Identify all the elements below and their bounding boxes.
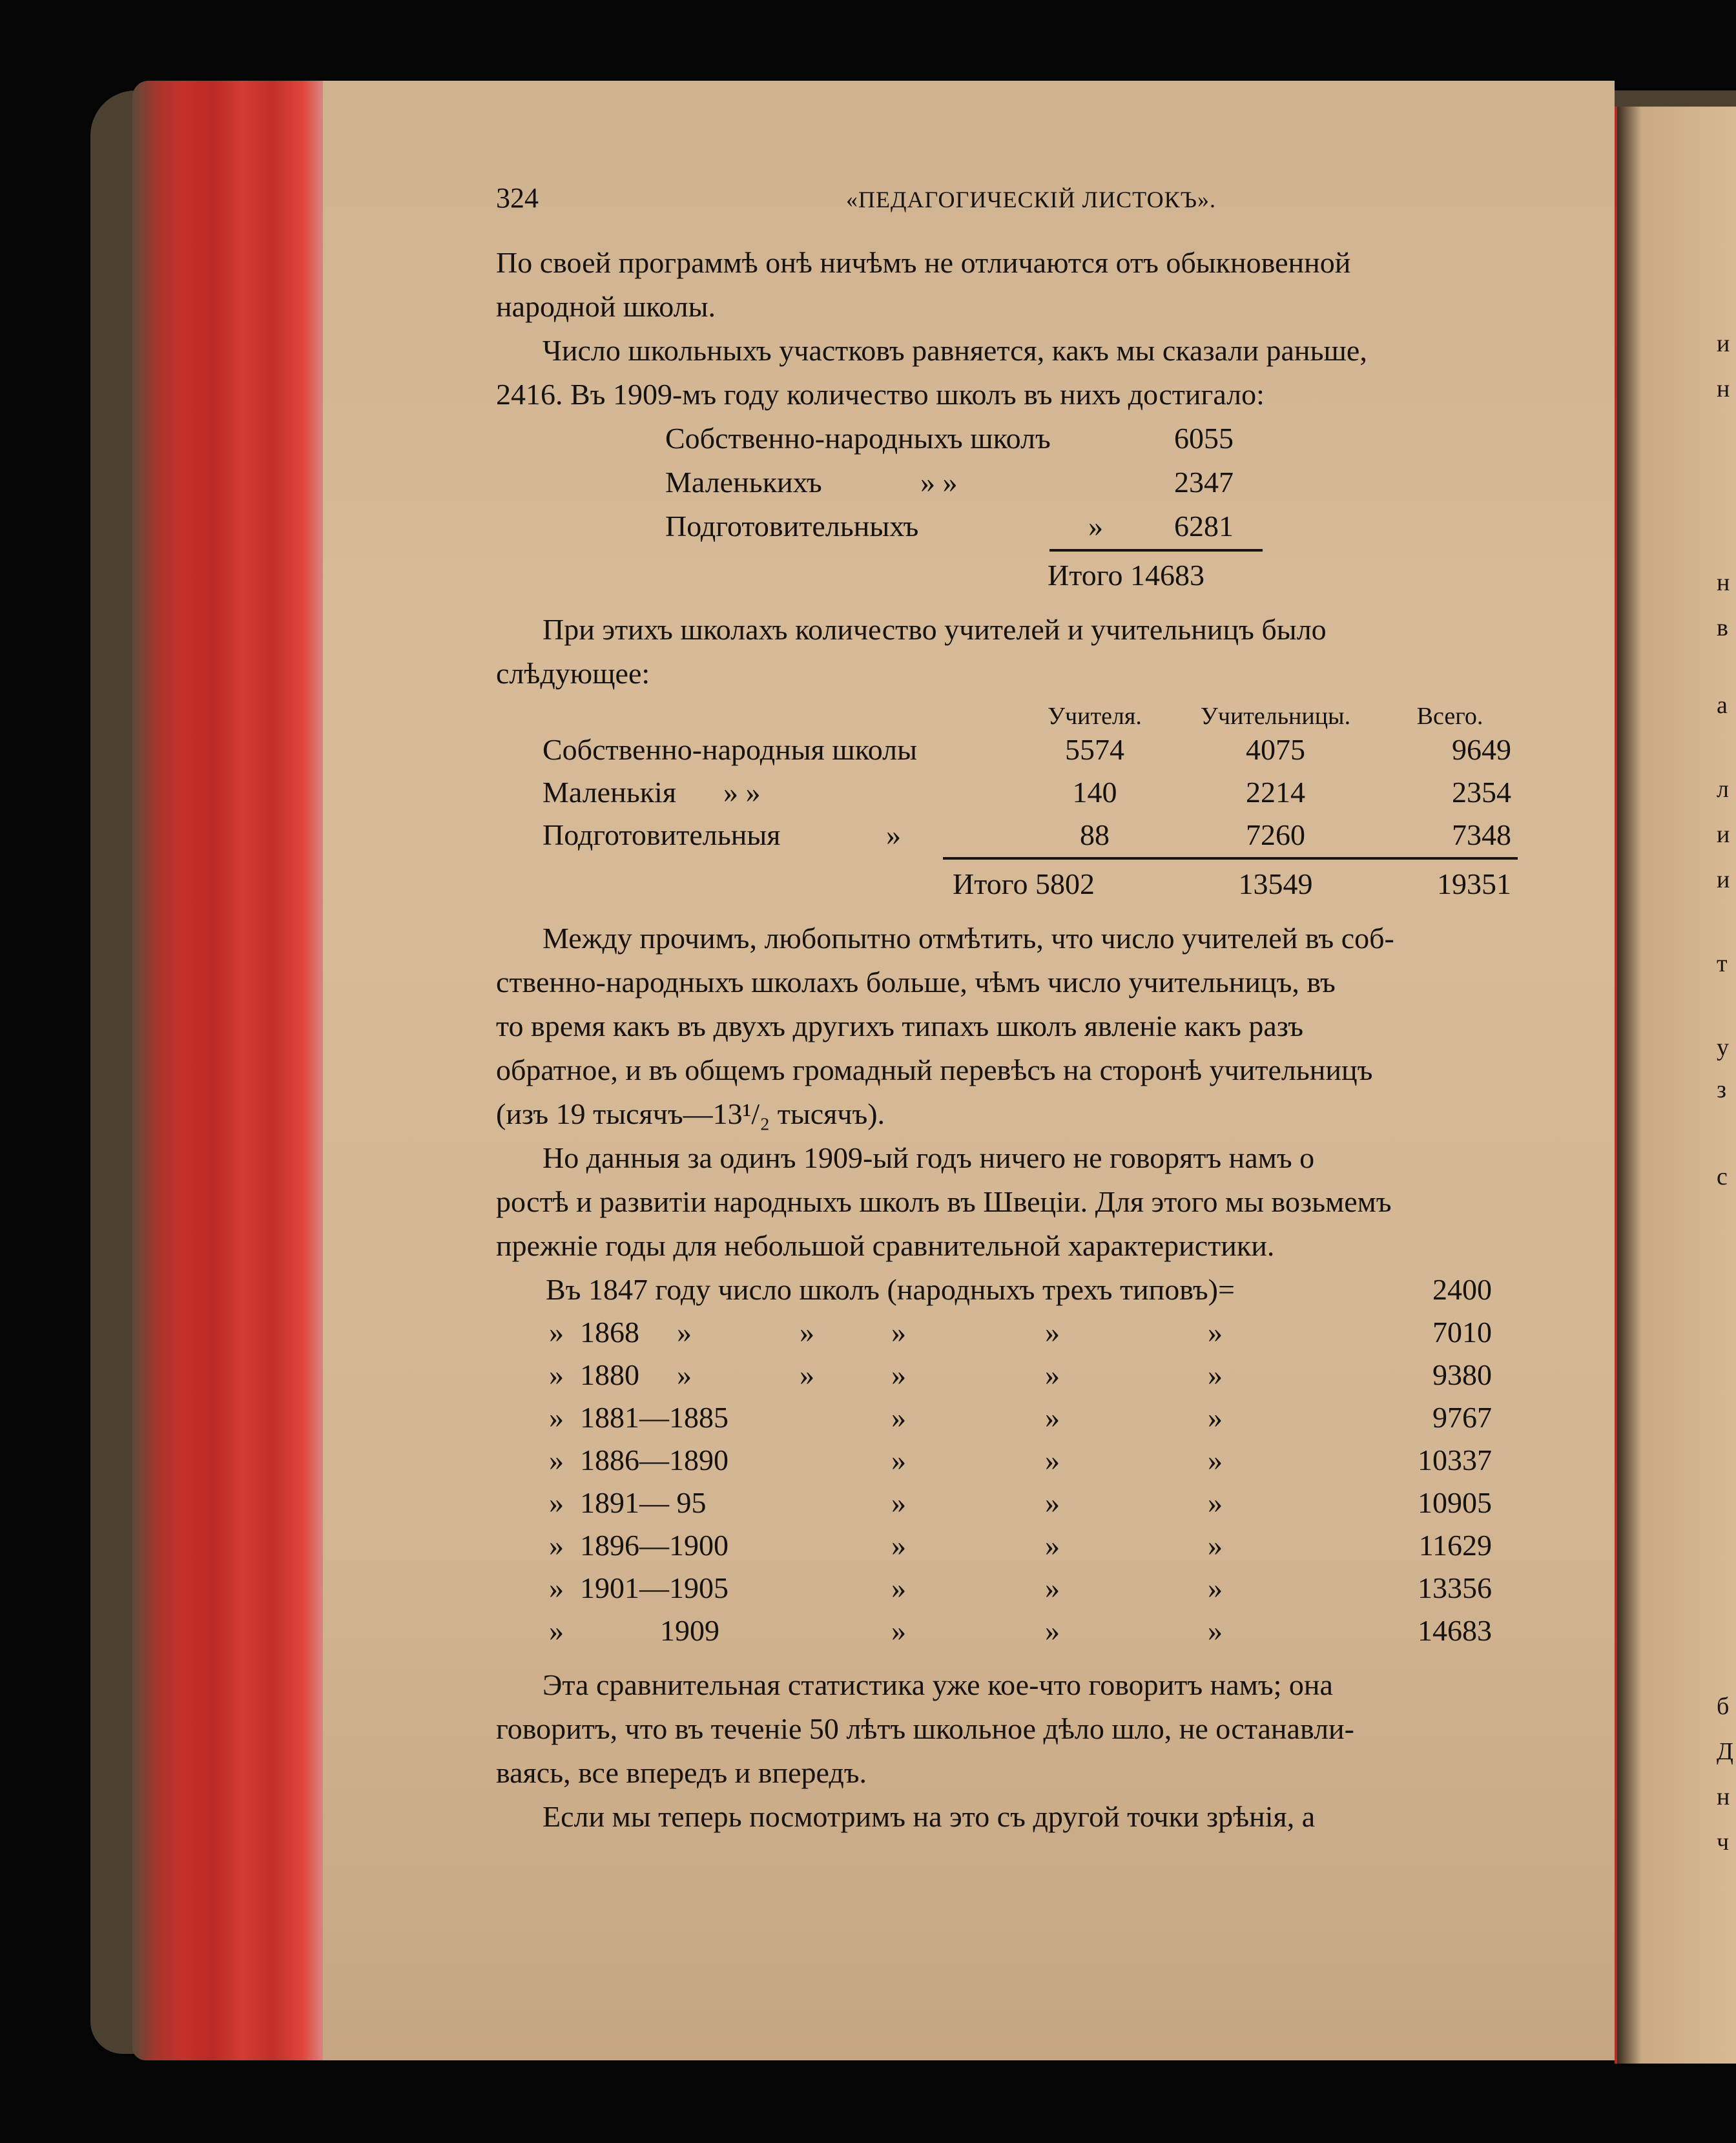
table-row-label: Собственно-народныя школы [542,733,918,766]
text-line: ственно-народныхъ школахъ больше, чѣмъ число учительницъ, въ [496,966,1336,999]
text-line: ростѣ и развитіи народныхъ школъ въ Швеціи. Для этого мы возьмемъ [496,1185,1392,1218]
ditto-mark: » [1208,1401,1223,1434]
text-line: слѣдующее: [496,657,650,690]
table-total: 19351 [1437,867,1511,900]
fragment: и [1717,866,1730,893]
table-row-value: 10337 [1418,1444,1492,1476]
ditto-mark: » [549,1486,564,1519]
ditto-mark: » [891,1486,906,1519]
text-line: По своей программѣ онѣ ничѣмъ не отличаются отъ обыкновенной [496,246,1351,279]
table-row-label: Маленькія [542,776,676,809]
fragment: и [1717,821,1730,848]
sum-rule [1049,549,1263,552]
ditto-mark: » [891,1316,906,1349]
fragment: н [1717,375,1730,402]
ditto-mark: » [1045,1358,1060,1391]
table-row-year: 1868 [580,1316,639,1349]
table-cell: 5574 [1065,733,1124,766]
table-cell: 2214 [1246,776,1305,809]
table-row-label: Собственно-народныхъ школъ [665,422,1051,455]
fragment: Д [1717,1738,1733,1765]
ditto-mark: » [549,1614,564,1647]
ditto-mark: » » [920,466,958,499]
ditto-mark: » [1208,1614,1223,1647]
table-row-year: 1886—1890 [580,1444,728,1476]
ditto-mark: » [891,1401,906,1434]
table-row-year: 1909 [660,1614,719,1647]
text-line: Между прочимъ, любопытно отмѣтить, что число учителей въ соб- [542,922,1394,955]
text-line: При этихъ школахъ количество учителей и учительницъ было [542,613,1327,646]
text-line: то время какъ въ двухъ другихъ типахъ школъ явленіе какъ разъ [496,1009,1303,1042]
fragment: н [1717,1783,1730,1810]
table-row-value: 6281 [1174,510,1234,543]
ditto-mark: » [1045,1486,1060,1519]
table-row-label: Маленькихъ [665,466,822,499]
ditto-mark: » [891,1529,906,1562]
ditto-mark: » [549,1529,564,1562]
column-header: Всего. [1416,703,1483,730]
table-cell: 7348 [1452,818,1511,851]
fragment: л [1717,776,1729,803]
table-row-year: 1896—1900 [580,1529,728,1562]
table-row-year: 1891— 95 [580,1486,707,1519]
ditto-mark: » [1045,1444,1060,1476]
ditto-mark: » [800,1358,814,1391]
table-cell: 2354 [1452,776,1511,809]
column-header: Учительницы. [1200,703,1351,730]
text-line: народной школы. [496,290,716,323]
ditto-mark: » [1208,1358,1223,1391]
fragment: б [1717,1693,1730,1720]
ditto-mark: » [549,1358,564,1391]
page-edge-stack [132,81,333,2060]
ditto-mark: » [549,1444,564,1476]
ditto-mark: » [886,818,901,851]
table-cell: 4075 [1246,733,1305,766]
fragment: н [1717,569,1730,596]
ditto-mark: » [891,1614,906,1647]
table-row-label: Подготовительныя [542,818,781,851]
table-cell: 88 [1080,818,1110,851]
sum-rule [943,857,1518,860]
table-row-value: 9380 [1432,1358,1492,1391]
ditto-mark: » [1045,1571,1060,1604]
table-row-label: Подготовительныхъ [665,510,919,543]
text-line: 2416. Въ 1909-мъ году количество школъ въ нихъ достигало: [496,378,1265,411]
table-row-year: 1881—1885 [580,1401,728,1434]
ditto-mark: » [1045,1614,1060,1647]
ditto-mark: » [1208,1316,1223,1349]
ditto-mark: » [1045,1401,1060,1434]
table-row-value: 10905 [1418,1486,1492,1519]
ditto-mark: » [1045,1529,1060,1562]
fragment: и [1717,330,1730,357]
table-total: Итого 14683 [1048,559,1204,592]
table-cell: 7260 [1246,818,1305,851]
text-line: Число школьныхъ участковъ равняется, какъ мы сказали раньше, [542,334,1367,367]
table-total: Итого 5802 [953,867,1095,900]
ditto-mark: » [891,1444,906,1476]
column-header: Учителя. [1048,703,1142,730]
ditto-mark: » [1045,1316,1060,1349]
text-line: ваясь, все впередъ и впередъ. [496,1756,867,1789]
fragment: у [1717,1034,1729,1061]
fragment: ч [1717,1828,1730,1856]
table-total: 13549 [1238,867,1313,900]
table-row-value: 2400 [1432,1273,1492,1306]
text-line: обратное, и въ общемъ громадный перевѣсъ на сторонѣ учительницъ [496,1053,1373,1086]
table-intro: Въ 1847 году число школъ (народныхъ трехъ типовъ)= [546,1273,1235,1306]
table-row-value: 7010 [1432,1316,1492,1349]
ditto-mark: » [891,1571,906,1604]
text-line: прежніе годы для небольшой сравнительной характеристики. [496,1229,1275,1262]
ditto-mark: » [1208,1529,1223,1562]
table-cell: 9649 [1452,733,1511,766]
ditto-mark: » » [723,776,761,809]
running-title: «ПЕДАГОГИЧЕСКІЙ ЛИСТОКЪ». [846,187,1217,212]
ditto-mark: » [1208,1444,1223,1476]
table-row-value: 14683 [1418,1614,1492,1647]
table-row-value: 2347 [1174,466,1234,499]
fragment: в [1717,614,1728,641]
ditto-mark: » [891,1358,906,1391]
fragment: с [1717,1163,1728,1190]
table-row-value: 13356 [1418,1571,1492,1604]
fragment: а [1717,692,1728,719]
text-line: говоритъ, что въ теченіе 50 лѣтъ школьное дѣло шло, не останавли- [496,1712,1354,1745]
table-row-value: 9767 [1432,1401,1492,1434]
ditto-mark: » [549,1316,564,1349]
ditto-mark: » [800,1316,814,1349]
text-line: Эта сравнительная статистика уже кое-что говоритъ намъ; она [542,1668,1333,1701]
text-line: (изъ 19 тысячъ—13¹/₂ тысячъ). [496,1097,885,1130]
fragment: з [1717,1076,1727,1103]
table-row-year: 1880 [580,1358,639,1391]
ditto-mark: » [549,1401,564,1434]
table-cell: 140 [1072,776,1117,809]
page-number: 324 [496,182,539,214]
ditto-mark: » [1208,1571,1223,1604]
fragment: т [1717,950,1728,977]
ditto-mark: » [1088,510,1103,543]
ditto-mark: » [677,1316,692,1349]
table-row-value: 11629 [1418,1529,1492,1562]
text-line: Если мы теперь посмотримъ на это съ другой точки зрѣнія, а [542,1800,1316,1833]
text-line: Но данныя за одинъ 1909-ый годъ ничего не говорятъ намъ о [542,1141,1315,1174]
table-row-value: 6055 [1174,422,1234,455]
ditto-mark: » [549,1571,564,1604]
ditto-mark: » [1208,1486,1223,1519]
ditto-mark: » [677,1358,692,1391]
table-row-year: 1901—1905 [580,1571,728,1604]
book-page [323,81,1615,2060]
